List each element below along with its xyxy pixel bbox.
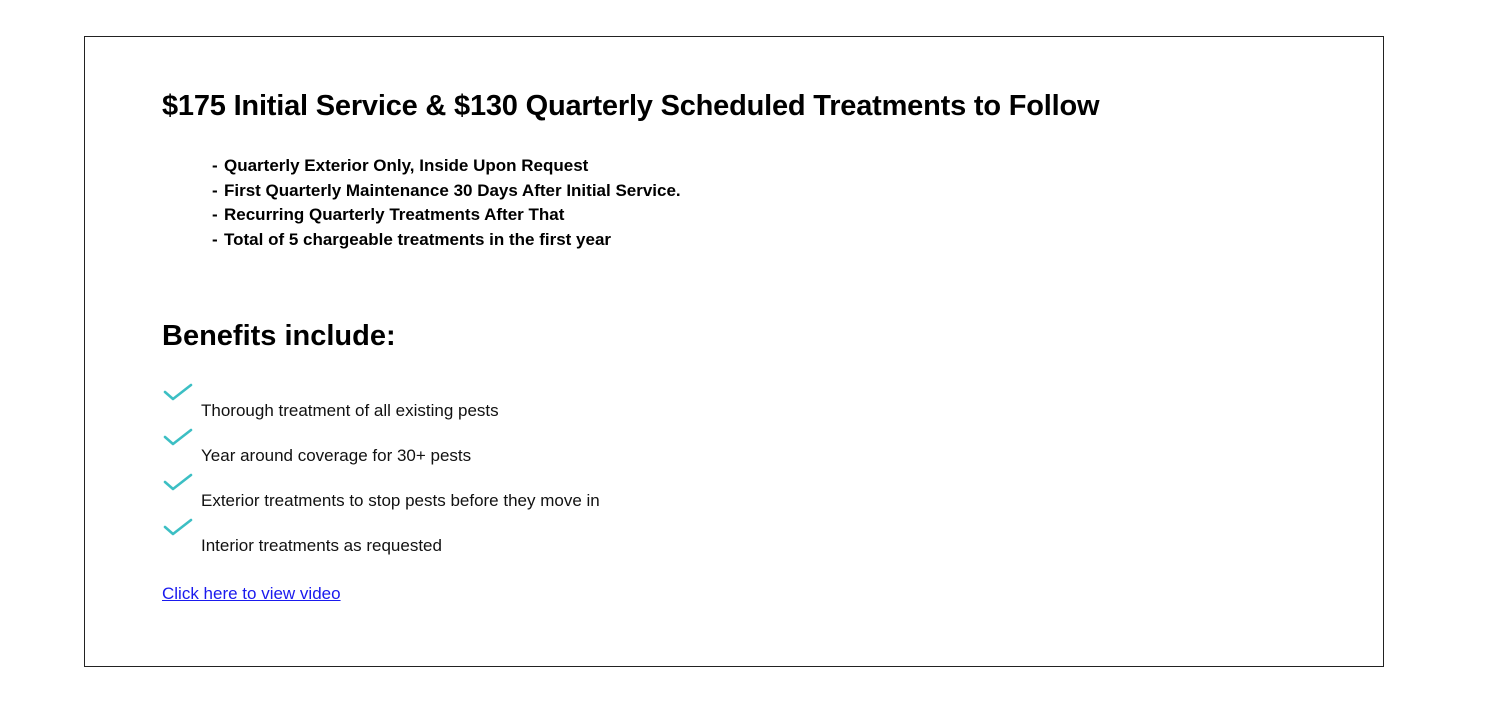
benefit-text: Thorough treatment of all existing pests (201, 401, 499, 420)
bullet-marker: - (212, 229, 218, 249)
bullet-text: First Quarterly Maintenance 30 Days After Initial Service. (224, 180, 681, 200)
checkmark-icon (162, 382, 194, 404)
list-item (212, 179, 681, 204)
bullet-marker: - (212, 156, 218, 175)
bullet-text: Quarterly Exterior Only, Inside Upon Request (224, 156, 589, 175)
checkmark-icon (162, 427, 194, 449)
list-item (212, 154, 681, 179)
benefits-title: Benefits include: (162, 320, 396, 352)
bullet-text: Recurring Quarterly Treatments After That (224, 205, 565, 224)
bullet-marker: - (212, 180, 218, 200)
checkmark-icon (162, 472, 194, 494)
offer-bullet-list (212, 154, 681, 252)
benefit-text: Exterior treatments to stop pests before they move in (201, 491, 600, 510)
offer-heading: $175 Initial Service & $130 Quarterly Scheduled Treatments to Follow (162, 90, 1100, 122)
bullet-text: Total of 5 chargeable treatments in the first year (224, 229, 612, 249)
list-item (212, 228, 681, 253)
list-item (212, 203, 681, 228)
bullet-marker: - (212, 205, 218, 224)
view-video-link[interactable]: Click here to view video (162, 584, 341, 603)
benefit-text: Interior treatments as requested (201, 536, 442, 555)
offer-panel (84, 36, 1384, 667)
checkmark-icon (162, 517, 194, 539)
benefit-text: Year around coverage for 30+ pests (201, 446, 472, 465)
